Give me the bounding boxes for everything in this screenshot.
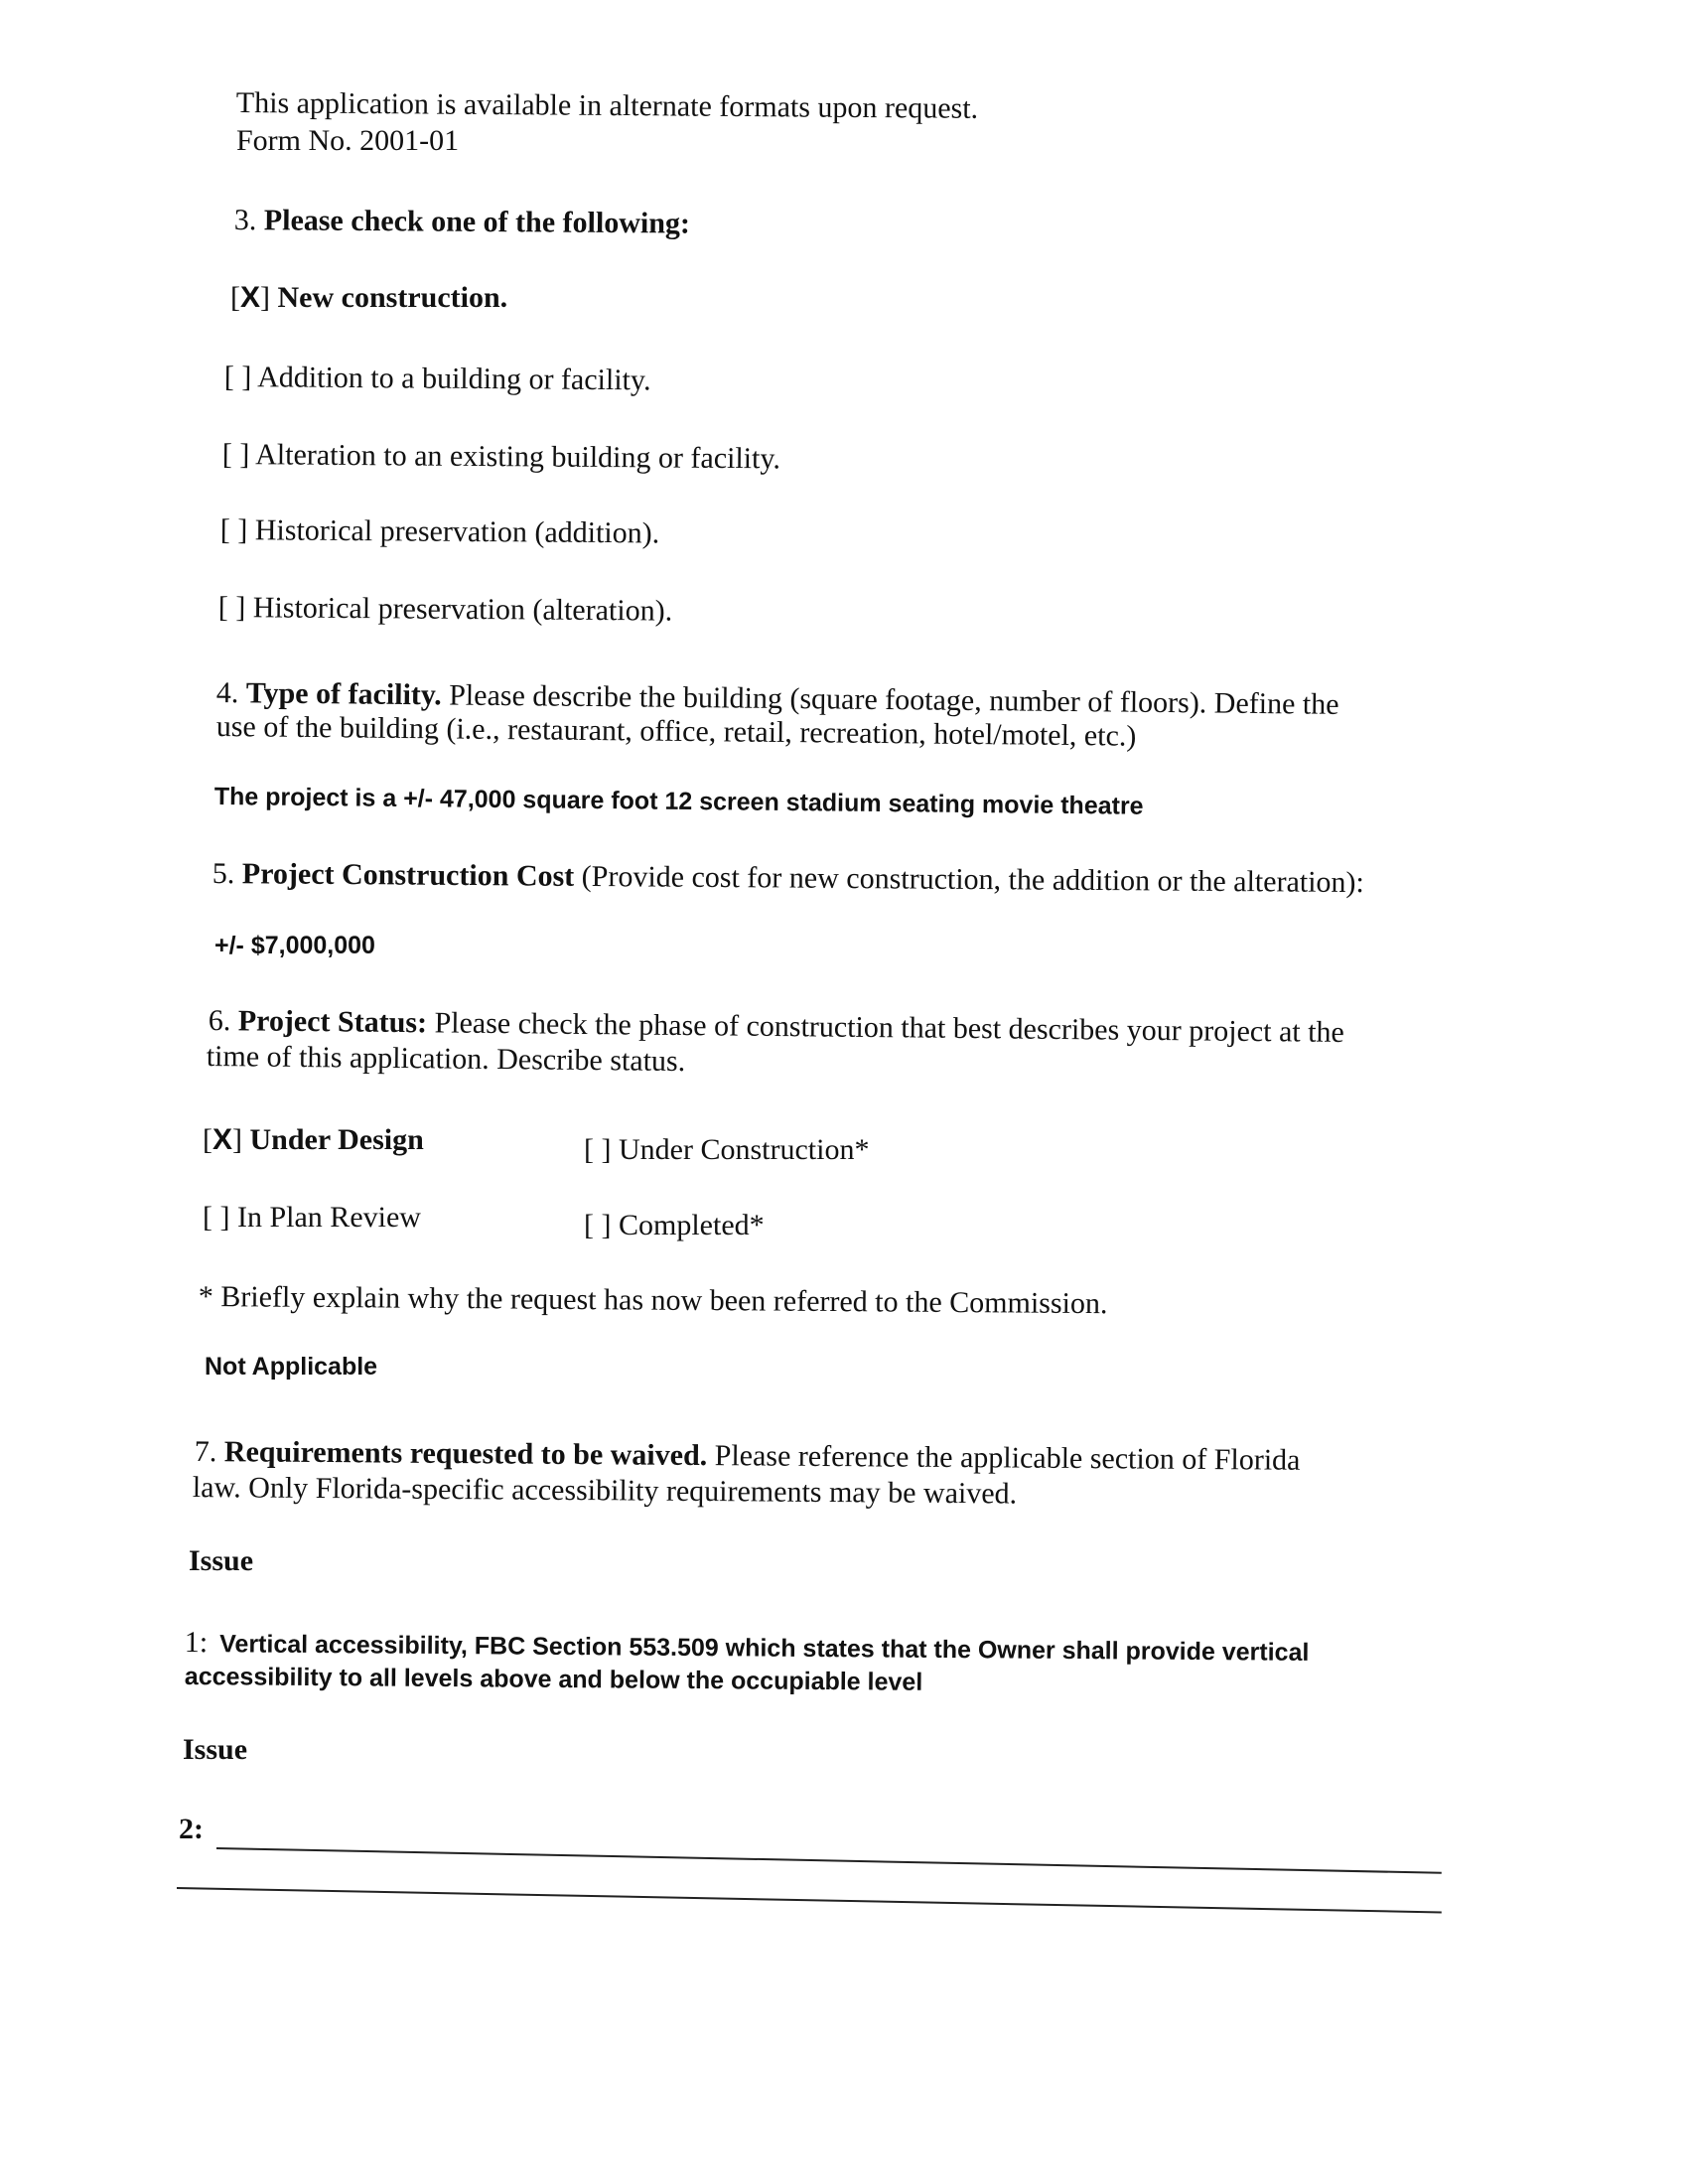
- issue-1-text[interactable]: Vertical accessibility, FBC Section 553.509 which states that the Owner shall provide vertical: [219, 1630, 1310, 1667]
- issue-2-answer-line-1[interactable]: [216, 1847, 1442, 1874]
- checkbox-empty[interactable]: [ ]: [217, 590, 246, 625]
- option-label: Historical preservation (alteration).: [252, 591, 673, 628]
- section3-heading: [234, 203, 690, 242]
- option-label: In Plan Review: [236, 1201, 421, 1234]
- status-under-construction[interactable]: [584, 1132, 869, 1168]
- section6-prompt: Please check the phase of construction that best describes your project at the: [434, 1006, 1345, 1049]
- form-number: Form No. 2001-01: [236, 124, 460, 157]
- issue-2-answer-line-2[interactable]: [177, 1887, 1442, 1913]
- section5-number: 5.: [211, 856, 235, 891]
- section7-number: 7.: [194, 1435, 217, 1469]
- status-in-plan-review[interactable]: [203, 1200, 421, 1236]
- option-historical-addition[interactable]: [220, 512, 660, 551]
- section6-footnote: * Briefly explain why the request has now been referred to the Commission.: [198, 1280, 1108, 1321]
- option-label: New construction.: [277, 281, 508, 314]
- option-new-construction[interactable]: [230, 280, 507, 316]
- issue-1-line2[interactable]: accessibility to all levels above and below the occupiable level: [184, 1662, 923, 1696]
- section3-title: Please check one of the following:: [263, 204, 691, 240]
- issue-1-number: 1:: [184, 1626, 209, 1660]
- section6-number: 6.: [208, 1003, 231, 1038]
- option-label: Under Design: [249, 1123, 424, 1156]
- status-completed[interactable]: [584, 1208, 765, 1243]
- checkbox-checked[interactable]: [X]: [203, 1123, 243, 1156]
- checkbox-empty[interactable]: [ ]: [223, 360, 252, 394]
- option-alteration[interactable]: [222, 437, 780, 477]
- section4-number: 4.: [215, 675, 239, 710]
- status-under-design[interactable]: [203, 1122, 424, 1158]
- section7-title: Requirements requested to be waived.: [223, 1435, 708, 1473]
- checkbox-empty[interactable]: [ ]: [203, 1201, 230, 1234]
- checkbox-empty[interactable]: [ ]: [584, 1209, 612, 1241]
- section6-title: Project Status:: [237, 1004, 428, 1040]
- section5-heading: [212, 856, 1364, 901]
- option-historical-alteration[interactable]: [218, 590, 673, 630]
- section4-title: Type of facility.: [245, 676, 442, 712]
- option-label: Addition to a building or facility.: [257, 361, 651, 397]
- section4-line2: use of the building (i.e., restaurant, office, retail, recreation, hotel/motel, etc.): [215, 709, 1137, 753]
- checkbox-empty[interactable]: [ ]: [221, 437, 250, 472]
- referral-explanation-answer[interactable]: Not Applicable: [205, 1353, 378, 1381]
- option-label: Completed*: [618, 1209, 765, 1241]
- option-label: Alteration to an existing building or facility.: [255, 438, 781, 476]
- issue-2-number: 2:: [179, 1813, 204, 1845]
- section7-prompt: Please reference the applicable section of Florida: [714, 1439, 1301, 1477]
- option-label: Under Construction*: [618, 1133, 870, 1166]
- section4-prompt: Please describe the building (square footage, number of floors). Define the: [449, 678, 1339, 721]
- issue-2-heading: Issue: [183, 1733, 248, 1766]
- option-addition[interactable]: [224, 360, 651, 398]
- section5-title: Project Construction Cost: [241, 857, 575, 893]
- checkbox-empty[interactable]: [ ]: [584, 1133, 612, 1166]
- checkbox-empty[interactable]: [ ]: [219, 512, 248, 547]
- construction-cost-answer[interactable]: +/- $7,000,000: [214, 932, 375, 959]
- section6-line2: time of this application. Describe status.: [206, 1040, 686, 1079]
- section5-prompt: (Provide cost for new construction, the addition or the alteration):: [581, 859, 1364, 900]
- section3-number: 3.: [233, 203, 257, 237]
- availability-note: This application is available in alternate formats upon request.: [235, 85, 979, 125]
- facility-description-answer[interactable]: The project is a +/- 47,000 square foot 12 screen stadium seating movie theatre: [213, 782, 1144, 820]
- section7-line2: law. Only Florida-specific accessibility requirements may be waived.: [192, 1471, 1018, 1511]
- checkbox-checked[interactable]: [X]: [230, 281, 271, 314]
- issue-1-heading: Issue: [189, 1544, 254, 1577]
- option-label: Historical preservation (addition).: [254, 513, 660, 550]
